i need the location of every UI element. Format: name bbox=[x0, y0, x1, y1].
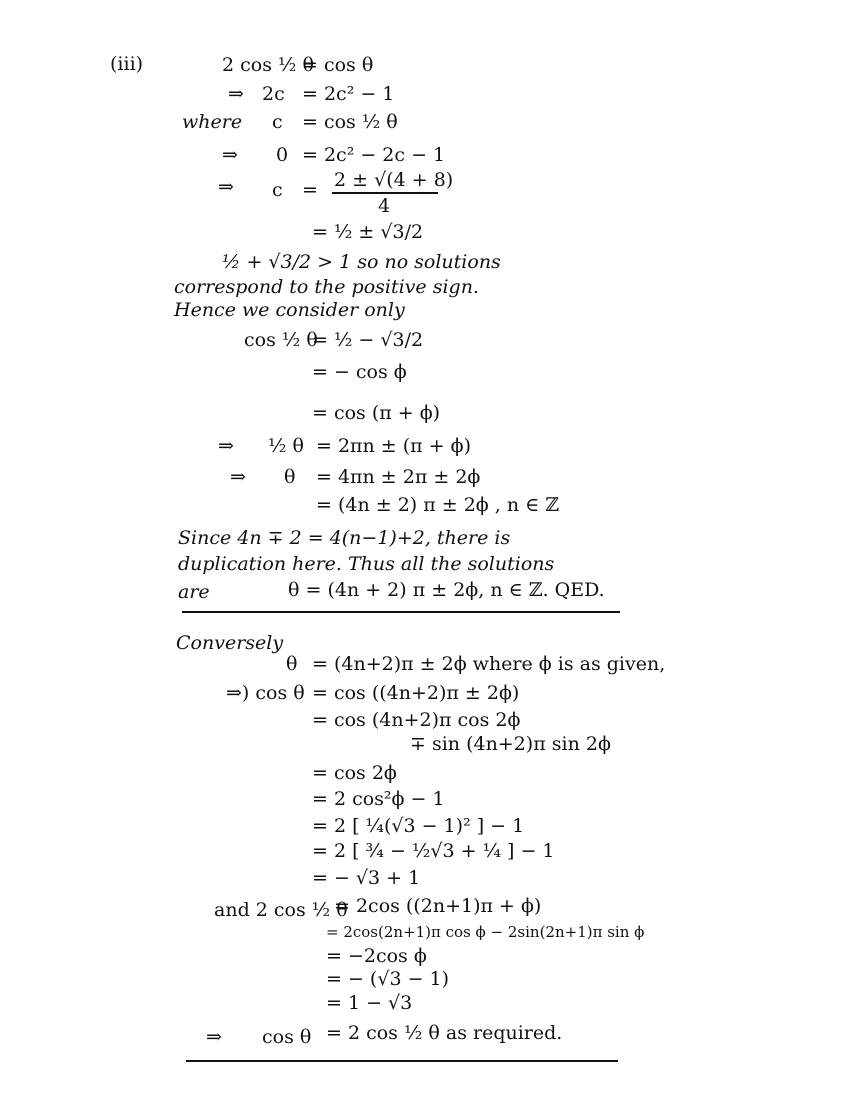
eq6-rhs: = ½ ± √3/2 bbox=[312, 221, 424, 243]
note1-line3: Hence we consider only bbox=[174, 299, 405, 321]
eq8-rhs: = − cos ϕ bbox=[312, 361, 407, 383]
eq15-rhs: = cos (4n+2)π cos 2ϕ bbox=[312, 709, 521, 731]
note1-line2: correspond to the positive sign. bbox=[174, 276, 479, 298]
eq21-rhs: = − √3 + 1 bbox=[312, 867, 421, 889]
note1-line1: ½ + √3/2 > 1 so no solutions bbox=[222, 251, 501, 273]
eq4-lhs: 0 bbox=[276, 144, 289, 166]
eq17-rhs: = cos 2ϕ bbox=[312, 762, 397, 784]
eq5-equals: = bbox=[302, 179, 318, 201]
eq14-lhs: ⇒) cos θ bbox=[226, 682, 305, 704]
eq22-rhs: = 2cos ((2n+1)π + ϕ) bbox=[334, 895, 542, 917]
eq9-rhs: = cos (π + ϕ) bbox=[312, 402, 441, 424]
eq18-rhs: = 2 cos²ϕ − 1 bbox=[312, 788, 445, 810]
eq12-rhs: = (4n ± 2) π ± 2ϕ , n ∈ ℤ bbox=[316, 494, 560, 516]
eq10-lhs: ½ θ bbox=[268, 435, 304, 457]
eq10-arrow: ⇒ bbox=[218, 435, 234, 457]
eq1-rhs: = cos θ bbox=[302, 54, 374, 76]
conclusion-are: are bbox=[178, 581, 210, 603]
eq7-rhs: = ½ − √3/2 bbox=[312, 329, 424, 351]
eq3-lhs: c bbox=[272, 111, 283, 133]
eq11-arrow: ⇒ bbox=[230, 466, 246, 488]
divider-2 bbox=[186, 1060, 618, 1062]
eq11-rhs: = 4πn ± 2π ± 2ϕ bbox=[316, 466, 481, 488]
eq22-lhs: and 2 cos ½ θ bbox=[214, 899, 348, 921]
divider-1 bbox=[182, 611, 620, 613]
eq26-rhs: = 1 − √3 bbox=[326, 992, 413, 1014]
eq25-rhs: = − (√3 − 1) bbox=[326, 968, 450, 990]
eq5-lhs: c bbox=[272, 179, 283, 201]
eq2-arrow: ⇒ bbox=[228, 83, 244, 105]
conversely-label: Conversely bbox=[176, 632, 284, 654]
eq5-arrow: ⇒ bbox=[218, 176, 234, 198]
final-arrow: ⇒ bbox=[206, 1026, 222, 1048]
final-rhs: = 2 cos ½ θ as required. bbox=[326, 1022, 563, 1044]
eq4-arrow: ⇒ bbox=[222, 144, 238, 166]
eq5-denominator: 4 bbox=[378, 195, 391, 217]
eq3-rhs: = cos ½ θ bbox=[302, 111, 398, 133]
note2-line1: Since 4n ∓ 2 = 4(n−1)+2, there is bbox=[178, 527, 511, 549]
final-lhs: cos θ bbox=[262, 1026, 312, 1048]
eq19-rhs: = 2 [ ¼(√3 − 1)² ] − 1 bbox=[312, 815, 525, 837]
eq5-numerator: 2 ± √(4 + 8) bbox=[334, 169, 454, 191]
eq2-rhs: = 2c² − 1 bbox=[302, 83, 395, 105]
eq2-lhs: 2c bbox=[262, 83, 285, 105]
eq11-lhs: θ bbox=[284, 466, 296, 488]
eq13-lhs: θ bbox=[286, 653, 298, 675]
eq24-rhs: = −2cos ϕ bbox=[326, 945, 427, 967]
part-label: (iii) bbox=[110, 53, 144, 75]
eq23-rhs: = 2cos(2n+1)π cos ϕ − 2sin(2n+1)π sin ϕ bbox=[326, 923, 645, 941]
eq7-lhs: cos ½ θ bbox=[244, 329, 318, 351]
eq4-rhs: = 2c² − 2c − 1 bbox=[302, 144, 446, 166]
eq1-lhs: 2 cos ½ θ bbox=[222, 54, 314, 76]
eq16-rhs: ∓ sin (4n+2)π sin 2ϕ bbox=[410, 733, 611, 755]
eq13-rhs: = (4n+2)π ± 2ϕ where ϕ is as given, bbox=[312, 653, 666, 675]
eq3-where: where bbox=[182, 111, 243, 133]
eq10-rhs: = 2πn ± (π + ϕ) bbox=[316, 435, 472, 457]
conclusion-text: θ = (4n + 2) π ± 2ϕ, n ∈ ℤ. QED. bbox=[288, 579, 605, 601]
note2-line2: duplication here. Thus all the solutions bbox=[178, 553, 555, 575]
eq20-rhs: = 2 [ ¾ − ½√3 + ¼ ] − 1 bbox=[312, 840, 555, 862]
eq14-rhs: = cos ((4n+2)π ± 2ϕ) bbox=[312, 682, 520, 704]
